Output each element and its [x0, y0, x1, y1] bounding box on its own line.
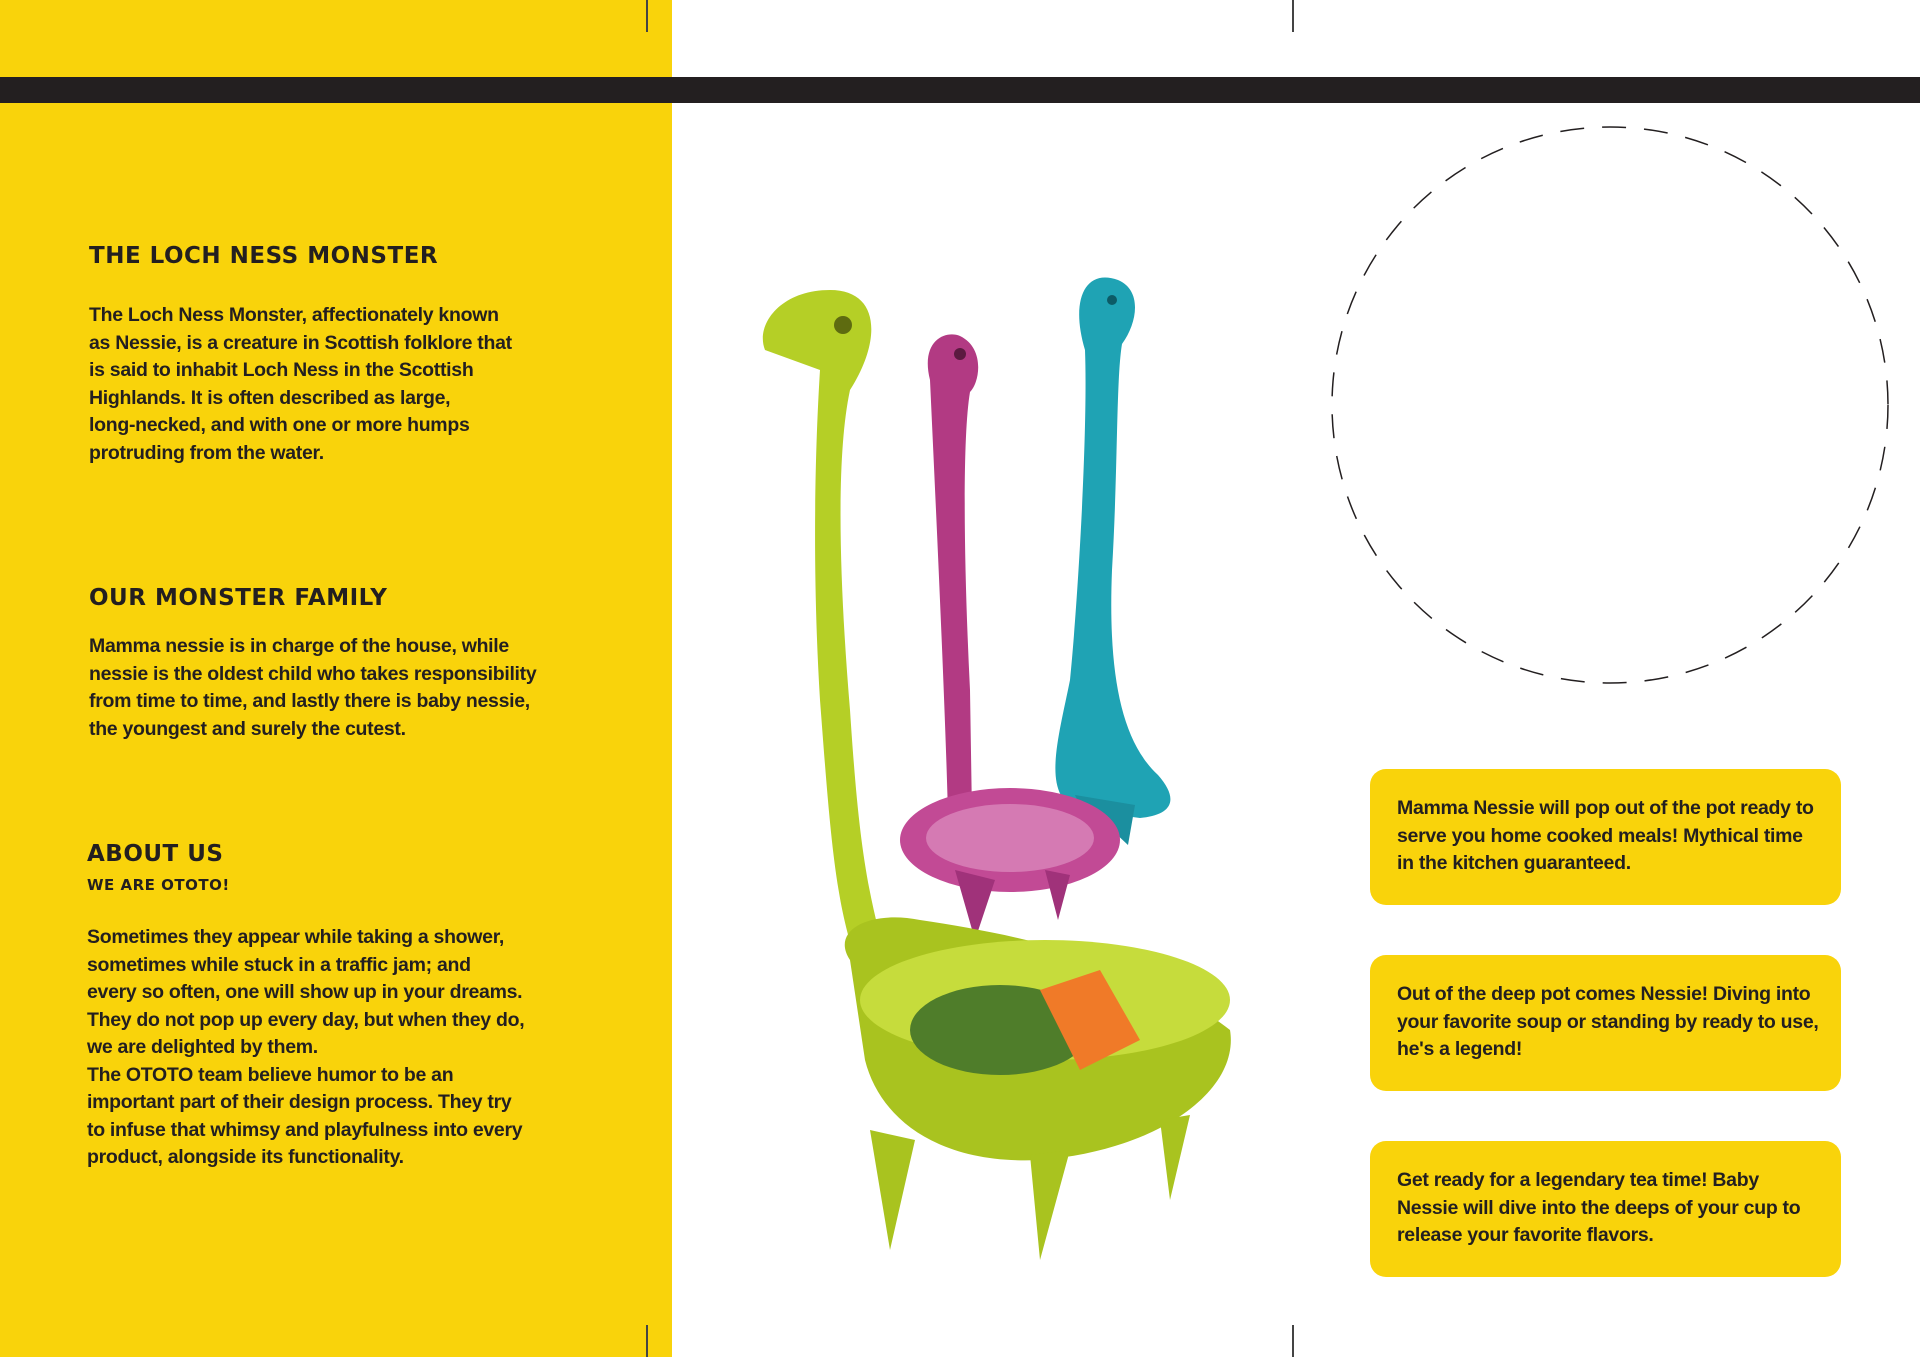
callout-mamma-nessie-text: Mamma Nessie will pop out of the pot ready to serve you home cooked meals! Mythical time in the kitchen guaranteed.	[1397, 797, 1814, 874]
about-title: ABOUT US	[87, 841, 224, 867]
callout-mamma-nessie	[1370, 769, 1841, 905]
top-bar	[0, 77, 1920, 103]
callout-nessie	[1370, 955, 1841, 1091]
about-body: Sometimes they appear while taking a shower, sometimes while stuck in a traffic jam; and every so often, one will show up in your dreams. They do not pop up every day, but when they do, we are delighted by them. The OTOTO team believe humor to be an important part of their design process. They try to infuse that whimsy and playfulness into every product, alongside its functionality.	[87, 926, 525, 1168]
about-subtitle: WE ARE OTOTO!	[87, 876, 230, 894]
nessie-kitchen-utensils-icon	[740, 270, 1260, 1280]
dashed-circle-icon	[1320, 115, 1900, 695]
callout-nessie-text: Out of the deep pot comes Nessie! Diving into your favorite soup or standing by ready to use, he's a legend!	[1397, 983, 1819, 1060]
green-colander	[763, 290, 1231, 1260]
fold-mark-top-left	[646, 0, 648, 32]
fold-mark-bottom-right	[1292, 1325, 1294, 1357]
loch-ness-title: THE LOCH NESS MONSTER	[89, 243, 439, 269]
family-title: OUR MONSTER FAMILY	[89, 585, 388, 611]
callout-baby-nessie	[1370, 1141, 1841, 1277]
fold-mark-top-right	[1292, 0, 1294, 32]
family-body: Mamma nessie is in charge of the house, while nessie is the oldest child who takes responsibility from time to time, and lastly there is baby nessie, the youngest and surely the cutest.	[89, 635, 537, 740]
loch-ness-body: The Loch Ness Monster, affectionately known as Nessie, is a creature in Scottish folklore that is said to inhabit Loch Ness in the Scottish Highlands. It is often described as large, long-necked, and with one or more humps protruding from the water.	[89, 304, 512, 464]
teal-tea-infuser	[1055, 277, 1170, 845]
callout-baby-nessie-text: Get ready for a legendary tea time! Baby Nessie will dive into the deeps of your cup to release your favorite flavors.	[1397, 1169, 1801, 1246]
fold-mark-bottom-left	[646, 1325, 648, 1357]
